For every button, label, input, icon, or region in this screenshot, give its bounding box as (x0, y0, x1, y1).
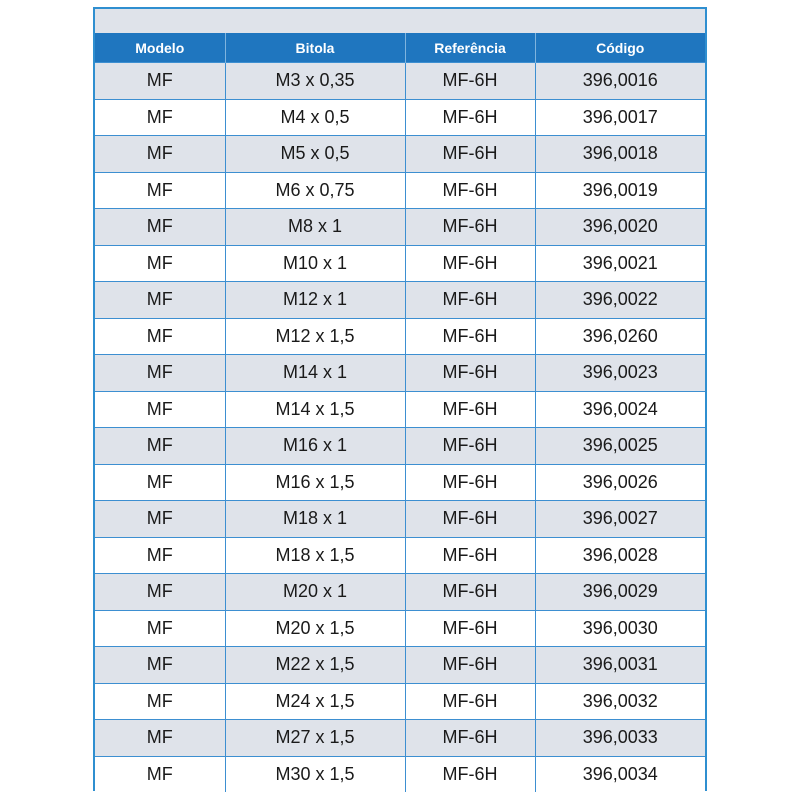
cell-codigo: 396,0030 (535, 610, 705, 647)
cell-codigo: 396,0023 (535, 355, 705, 392)
table-row (95, 245, 705, 282)
cell-bitola: M14 x 1 (225, 355, 405, 392)
cell-referencia: MF-6H (405, 720, 535, 757)
spec-table-frame (93, 7, 707, 791)
table-row (95, 610, 705, 647)
cell-referencia: MF-6H (405, 574, 535, 611)
header-codigo: Código (535, 33, 705, 63)
cell-bitola: M30 x 1,5 (225, 756, 405, 792)
cell-bitola: M18 x 1,5 (225, 537, 405, 574)
table-top-strip (95, 9, 705, 34)
cell-referencia: MF-6H (405, 209, 535, 246)
cell-codigo: 396,0018 (535, 136, 705, 173)
table-row (95, 136, 705, 173)
cell-bitola: M6 x 0,75 (225, 172, 405, 209)
cell-codigo: 396,0016 (535, 63, 705, 100)
cell-modelo: MF (95, 136, 225, 173)
cell-codigo: 396,0033 (535, 720, 705, 757)
cell-modelo: MF (95, 355, 225, 392)
cell-bitola: M20 x 1 (225, 574, 405, 611)
cell-modelo: MF (95, 63, 225, 100)
table-body (95, 63, 705, 793)
cell-codigo: 396,0032 (535, 683, 705, 720)
cell-modelo: MF (95, 209, 225, 246)
cell-referencia: MF-6H (405, 318, 535, 355)
cell-modelo: MF (95, 245, 225, 282)
cell-codigo: 396,0029 (535, 574, 705, 611)
cell-codigo: 396,0017 (535, 99, 705, 136)
cell-codigo: 396,0020 (535, 209, 705, 246)
cell-codigo: 396,0022 (535, 282, 705, 319)
cell-referencia: MF-6H (405, 136, 535, 173)
cell-referencia: MF-6H (405, 172, 535, 209)
cell-referencia: MF-6H (405, 501, 535, 538)
cell-bitola: M16 x 1,5 (225, 464, 405, 501)
cell-bitola: M3 x 0,35 (225, 63, 405, 100)
cell-modelo: MF (95, 99, 225, 136)
cell-referencia: MF-6H (405, 537, 535, 574)
header-modelo: Modelo (95, 33, 225, 63)
table-row (95, 756, 705, 792)
cell-codigo: 396,0021 (535, 245, 705, 282)
cell-codigo: 396,0019 (535, 172, 705, 209)
cell-bitola: M20 x 1,5 (225, 610, 405, 647)
cell-modelo: MF (95, 683, 225, 720)
table-row (95, 720, 705, 757)
table-row (95, 464, 705, 501)
cell-modelo: MF (95, 720, 225, 757)
cell-bitola: M22 x 1,5 (225, 647, 405, 684)
table-row (95, 99, 705, 136)
table-row (95, 647, 705, 684)
table-row (95, 574, 705, 611)
header-referencia: Referência (405, 33, 535, 63)
cell-codigo: 396,0028 (535, 537, 705, 574)
cell-modelo: MF (95, 647, 225, 684)
cell-modelo: MF (95, 756, 225, 792)
table-row (95, 391, 705, 428)
cell-bitola: M18 x 1 (225, 501, 405, 538)
table-row (95, 282, 705, 319)
cell-codigo: 396,0026 (535, 464, 705, 501)
cell-referencia: MF-6H (405, 756, 535, 792)
cell-modelo: MF (95, 172, 225, 209)
table-header (95, 33, 705, 63)
table-row (95, 172, 705, 209)
table-row (95, 428, 705, 465)
cell-referencia: MF-6H (405, 355, 535, 392)
cell-modelo: MF (95, 501, 225, 538)
cell-referencia: MF-6H (405, 428, 535, 465)
cell-referencia: MF-6H (405, 99, 535, 136)
cell-codigo: 396,0260 (535, 318, 705, 355)
cell-bitola: M5 x 0,5 (225, 136, 405, 173)
cell-referencia: MF-6H (405, 245, 535, 282)
cell-referencia: MF-6H (405, 610, 535, 647)
table-row (95, 683, 705, 720)
table-row (95, 537, 705, 574)
cell-modelo: MF (95, 574, 225, 611)
cell-bitola: M14 x 1,5 (225, 391, 405, 428)
cell-modelo: MF (95, 610, 225, 647)
table-row (95, 501, 705, 538)
cell-bitola: M27 x 1,5 (225, 720, 405, 757)
cell-codigo: 396,0027 (535, 501, 705, 538)
table-row (95, 318, 705, 355)
cell-modelo: MF (95, 391, 225, 428)
cell-modelo: MF (95, 282, 225, 319)
cell-referencia: MF-6H (405, 647, 535, 684)
cell-modelo: MF (95, 464, 225, 501)
table-row (95, 355, 705, 392)
cell-referencia: MF-6H (405, 683, 535, 720)
cell-bitola: M12 x 1 (225, 282, 405, 319)
cell-referencia: MF-6H (405, 391, 535, 428)
header-row (95, 33, 705, 63)
cell-bitola: M24 x 1,5 (225, 683, 405, 720)
cell-bitola: M16 x 1 (225, 428, 405, 465)
cell-modelo: MF (95, 537, 225, 574)
cell-referencia: MF-6H (405, 282, 535, 319)
cell-bitola: M8 x 1 (225, 209, 405, 246)
cell-bitola: M12 x 1,5 (225, 318, 405, 355)
cell-referencia: MF-6H (405, 63, 535, 100)
cell-codigo: 396,0034 (535, 756, 705, 792)
cell-bitola: M4 x 0,5 (225, 99, 405, 136)
cell-modelo: MF (95, 318, 225, 355)
table-row (95, 63, 705, 100)
header-bitola: Bitola (225, 33, 405, 63)
cell-bitola: M10 x 1 (225, 245, 405, 282)
cell-referencia: MF-6H (405, 464, 535, 501)
cell-codigo: 396,0031 (535, 647, 705, 684)
cell-codigo: 396,0024 (535, 391, 705, 428)
cell-codigo: 396,0025 (535, 428, 705, 465)
table-row (95, 209, 705, 246)
cell-modelo: MF (95, 428, 225, 465)
spec-table (95, 33, 705, 792)
